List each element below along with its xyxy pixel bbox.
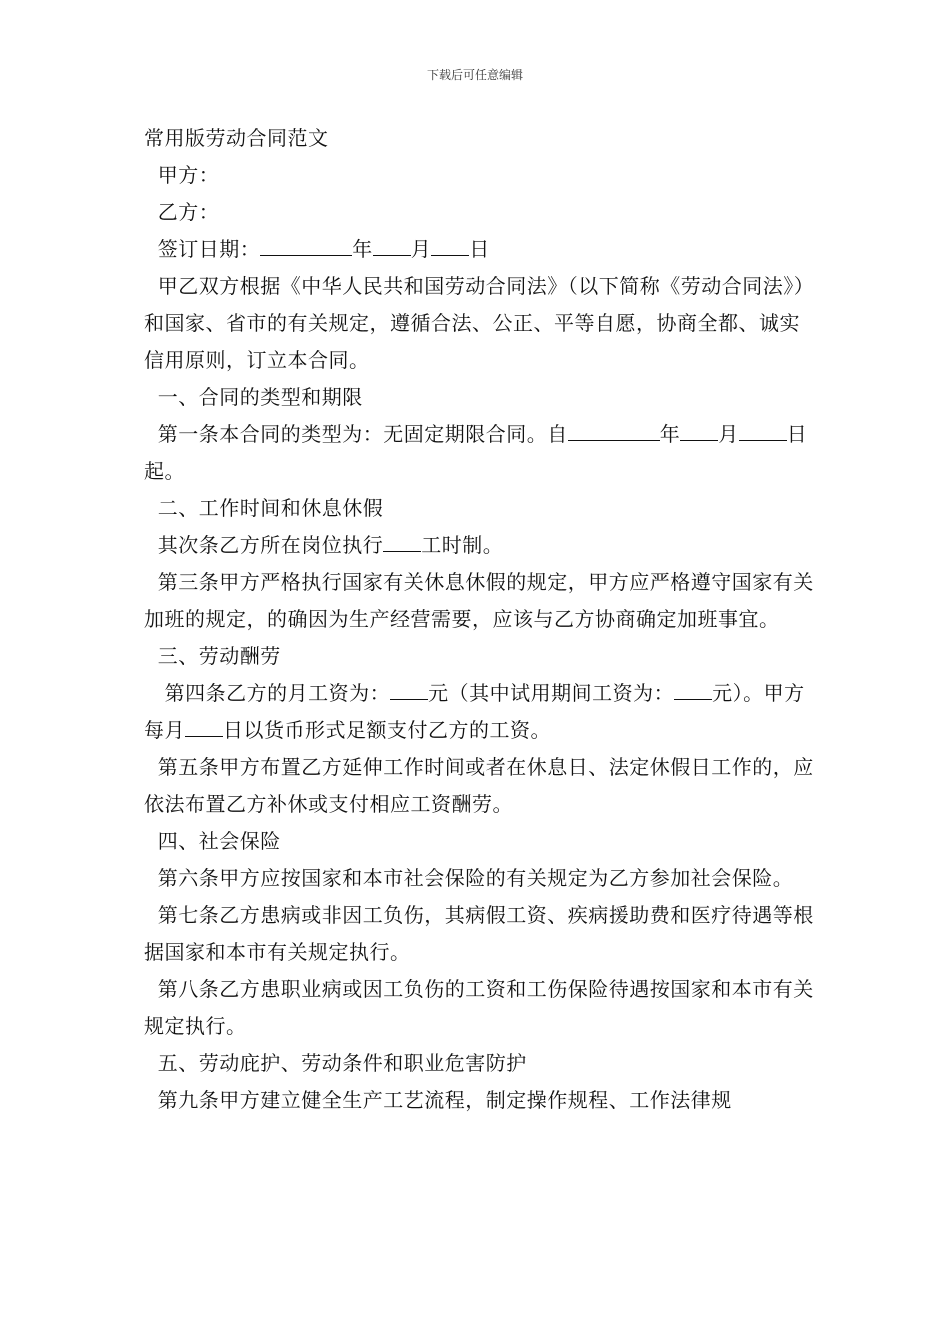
- article-2-text: 其次条乙方所在岗位执行: [144, 533, 384, 557]
- article-7: 第七条乙方患病或非因工负伤，其病假工资、疾病援助费和医疗待遇等根据国家和本市有关规定执行。: [144, 903, 814, 964]
- blank-day: [749, 422, 787, 441]
- section-1-heading: 一、合同的类型和期限: [144, 385, 363, 409]
- blank-month: [373, 237, 411, 256]
- day-label: 日: [469, 237, 490, 261]
- article-1-text: 第一条本合同的类型为：无固定期限合同。自: [144, 422, 568, 446]
- party-b-line: 乙方：: [144, 200, 220, 224]
- document-title: 常用版劳动合同范文: [144, 126, 329, 150]
- blank-salary: [390, 681, 428, 700]
- sign-date-line: [144, 231, 816, 268]
- article-5: 第五条甲方布置乙方延伸工作时间或者在休息日、法定休假日工作的，应依法布置乙方补休或支付相应工资酬劳。: [144, 755, 814, 816]
- blank-day-start: [739, 422, 749, 441]
- blank-work-hours: [383, 533, 421, 552]
- month-label: 月: [718, 422, 739, 446]
- month-label: 月: [410, 237, 432, 261]
- blank-probation-salary: [674, 681, 712, 700]
- contract-document: [144, 120, 816, 1119]
- section-5-heading: 五、劳动庇护、劳动条件和职业危害防护: [144, 1051, 527, 1075]
- blank-day: [431, 237, 469, 256]
- article-8: 第八条乙方患职业病或因工负伤的工资和工伤保险待遇按国家和本市有关规定执行。: [144, 977, 814, 1038]
- article-1: [144, 416, 816, 490]
- blank-year: [568, 422, 660, 441]
- page-header: 下载后可任意编辑: [426, 68, 523, 82]
- blank-pay-day: [185, 718, 223, 737]
- blank-month: [680, 422, 718, 441]
- article-6: 第六条甲方应按国家和本市社会保险的有关规定为乙方参加社会保险。: [144, 866, 794, 890]
- article-2: [144, 527, 816, 564]
- article-3: 第三条甲方严格执行国家有关休息休假的规定，甲方应严格遵守国家有关加班的规定，的确因为生产经营需要，应该与乙方协商确定加班事宜。: [144, 570, 814, 631]
- article-4-text-c: 元）。甲方每月: [144, 681, 805, 742]
- section-2-heading: 二、工作时间和休息休假: [144, 496, 384, 520]
- article-4: [144, 675, 816, 749]
- blank-year: [260, 237, 352, 256]
- article-4-text-d: 日以货币形式足额支付乙方的工资。: [223, 718, 551, 742]
- year-label: 年: [659, 422, 681, 446]
- article-9: 第九条甲方建立健全生产工艺流程，制定操作规程、工作法律规: [144, 1088, 732, 1112]
- article-2-tail: 工时制。: [421, 533, 504, 557]
- article-4-text: 第四条乙方的月工资为：: [144, 681, 391, 705]
- section-3-heading: 三、劳动酬劳: [144, 644, 281, 668]
- article-1-tail: 日起。: [144, 422, 808, 483]
- sign-date-label: 签订日期：: [144, 237, 261, 261]
- intro-paragraph: 甲乙双方根据《中华人民共和国劳动合同法》（以下简称《劳动合同法》）和国家、省市的有关规定，遵循合法、公正、平等自愿，协商全都、诚实信用原则，订立本合同。: [144, 274, 815, 372]
- party-a-line: 甲方：: [144, 163, 220, 187]
- year-label: 年: [352, 237, 373, 261]
- section-4-heading: 四、社会保险: [144, 829, 281, 853]
- article-4-text-b: 元（其中试用期间工资为：: [428, 681, 675, 705]
